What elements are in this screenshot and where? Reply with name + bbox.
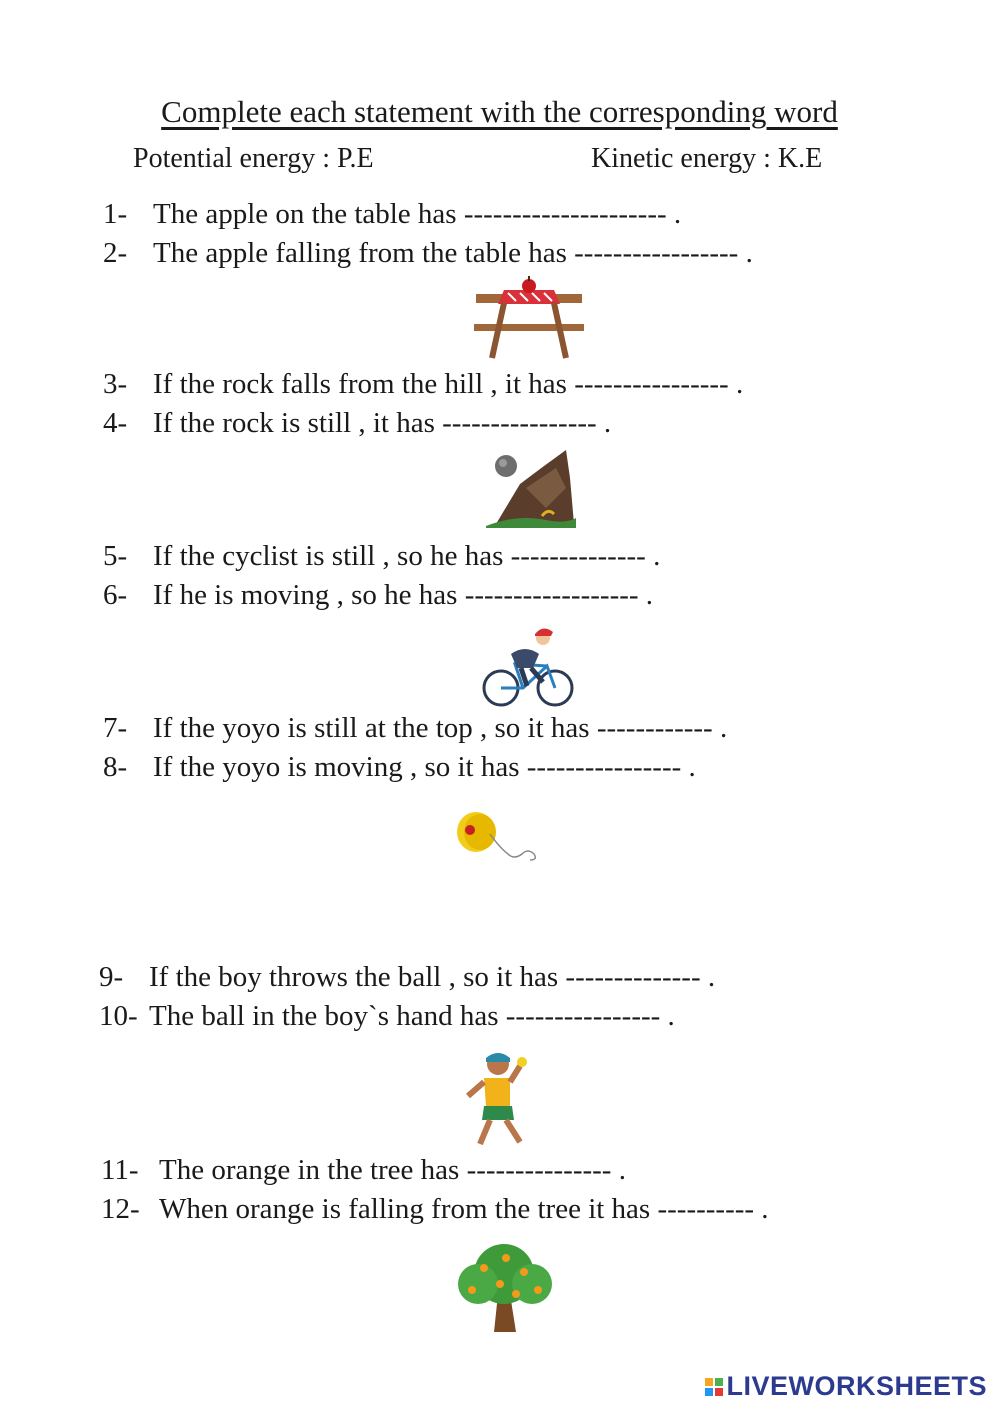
liveworksheets-logo (705, 1371, 987, 1402)
question-number: 7- (103, 712, 128, 744)
question-text: If the rock falls from the hill , it has ---------------- . (153, 368, 744, 400)
question-number: 10- (99, 1000, 138, 1032)
question-number: 2- (103, 237, 128, 269)
legend-potential-energy: Potential energy : P.E (133, 143, 374, 174)
yoyo-icon (456, 812, 540, 864)
question-number: 6- (103, 579, 128, 611)
question-number: 3- (103, 368, 128, 400)
question-6 (103, 579, 653, 612)
question-9 (99, 961, 715, 994)
logo-text: LIVEWORKSHEETS (726, 1371, 987, 1401)
question-3 (103, 368, 743, 401)
question-text: When orange is falling from the tree it has ---------- . (159, 1193, 769, 1225)
question-number: 12- (101, 1193, 140, 1225)
question-7 (103, 712, 727, 745)
question-12 (101, 1193, 769, 1226)
boy-icon (460, 1050, 530, 1148)
worksheet-title: Complete each statement with the corresponding word (161, 94, 838, 129)
question-text: If the rock is still , it has ---------------- . (153, 407, 612, 439)
question-number: 4- (103, 407, 128, 439)
question-text: The ball in the boy`s hand has ---------------- . (149, 1000, 675, 1032)
legend-kinetic-energy: Kinetic energy : K.E (591, 143, 823, 174)
question-text: The orange in the tree has --------------- . (159, 1154, 626, 1186)
question-11 (101, 1154, 626, 1187)
picnic-table-icon (474, 276, 584, 360)
question-4 (103, 407, 611, 440)
question-number: 11- (101, 1154, 139, 1186)
cyclist-icon (481, 624, 575, 708)
question-number: 5- (103, 540, 128, 572)
question-number: 8- (103, 751, 128, 783)
logo-mark-icon (705, 1378, 723, 1396)
question-text: If he is moving , so he has ------------------ . (153, 579, 654, 611)
question-2 (103, 237, 753, 270)
question-text: If the yoyo is still at the top , so it has ------------ . (153, 712, 728, 744)
question-text: If the boy throws the ball , so it has -------------- . (149, 961, 716, 993)
question-number: 1- (103, 198, 128, 230)
rock-hill-icon (486, 448, 576, 528)
question-5 (103, 540, 660, 573)
question-10 (99, 1000, 675, 1033)
question-text: The apple on the table has --------------------- . (153, 198, 682, 230)
question-number: 9- (99, 961, 124, 993)
orange-tree-icon (454, 1242, 556, 1338)
question-text: If the cyclist is still , so he has -------------- . (153, 540, 661, 572)
question-8 (103, 751, 696, 784)
question-text: If the yoyo is moving , so it has ---------------- . (153, 751, 696, 783)
question-text: The apple falling from the table has ----------------- . (153, 237, 753, 269)
question-1 (103, 198, 681, 231)
